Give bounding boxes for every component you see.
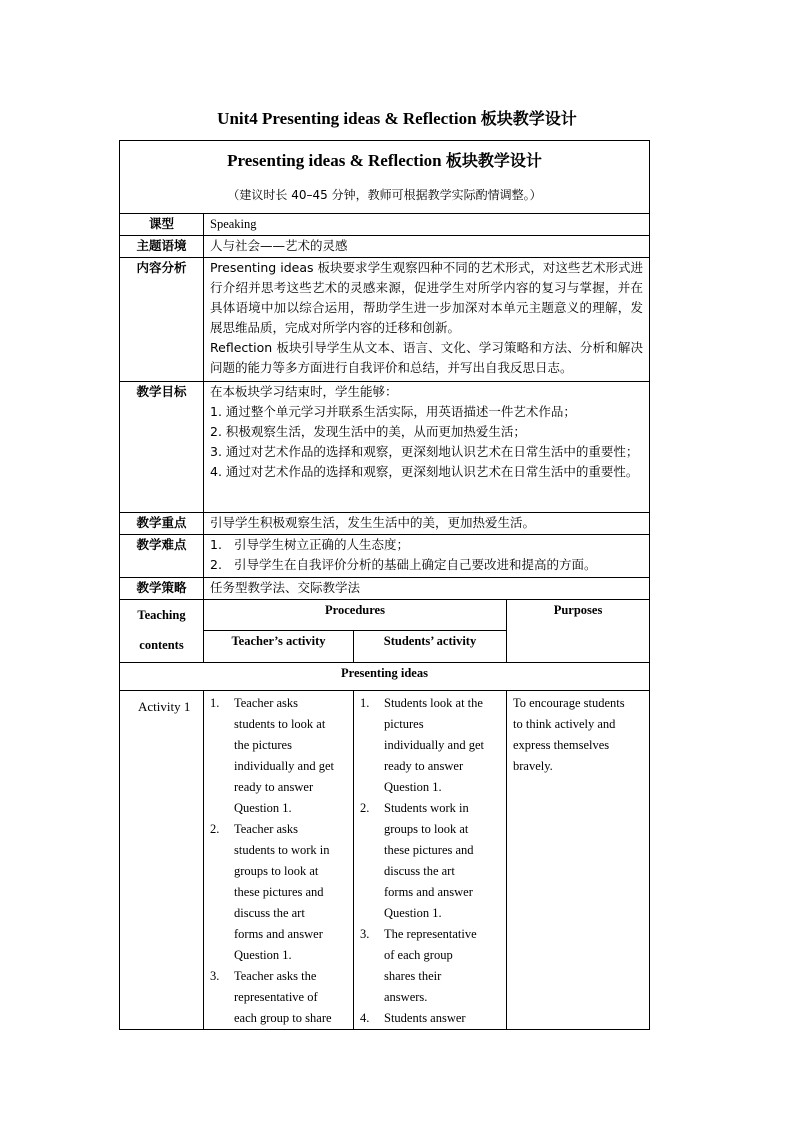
- purpose-text: [513, 693, 643, 777]
- teacher-step-text: [234, 693, 347, 819]
- teacher-steps-list: [210, 693, 347, 1029]
- table-header-row: [120, 141, 650, 214]
- text-line: students to look at: [234, 717, 326, 731]
- table-header-cell: [120, 141, 650, 214]
- table-title: [126, 141, 643, 171]
- text-line: Students answer: [384, 1011, 466, 1025]
- table-row: [120, 382, 650, 513]
- text-line: ready to answer: [384, 759, 464, 773]
- list-item: [210, 693, 347, 819]
- content-analysis-label: 内容分析: [120, 258, 204, 382]
- course-type-label: 课型: [120, 214, 204, 236]
- objectives-intro: 在本板块学习结束时，学生能够：: [210, 384, 398, 399]
- list-item: [360, 798, 500, 924]
- text-line: each group to share: [234, 1011, 332, 1025]
- text-line: Teacher asks: [234, 696, 299, 710]
- student-step-text: [384, 924, 500, 1008]
- list-item: [360, 924, 500, 1008]
- list-item: [210, 819, 347, 966]
- students-activity-cell: [354, 691, 507, 1030]
- list-item: 4. 通过对艺术作品的选择和观察，更深刻地认识艺术在日常生活中的重要性。: [210, 464, 639, 479]
- table-title-cn: 板块教学设计: [445, 151, 542, 170]
- purpose-cell: [507, 691, 650, 1030]
- list-item: 2. 引导学生在自我评价分析的基础上确定自己要改进和提高的方面。: [210, 557, 597, 572]
- text-line: of each group: [384, 948, 453, 962]
- list-item: 3. 通过对艺术作品的选择和观察，更深刻地认识艺术在日常生活中的重要性；: [210, 444, 639, 459]
- procedures-header: Procedures: [204, 600, 507, 631]
- text-line: bravely.: [513, 759, 553, 773]
- list-item: 1. 引导学生树立正确的人生态度；: [210, 537, 410, 552]
- table-title-en: Presenting ideas & Reflection: [227, 151, 442, 170]
- list-item: [210, 966, 347, 1029]
- student-step-number: 4.: [360, 1011, 370, 1025]
- presenting-ideas-label: Presenting ideas: [120, 663, 650, 691]
- text-line: to think actively and: [513, 717, 616, 731]
- strategies-value: 任务型教学法、交际教学法: [204, 578, 650, 600]
- key-points-value: 引导学生积极观察生活，发生生活中的美，更加热爱生活。: [204, 513, 650, 535]
- document-title-cn: 板块教学设计: [480, 109, 577, 128]
- text-line: answers.: [384, 990, 428, 1004]
- table-row: [120, 513, 650, 535]
- text-line: express themselves: [513, 738, 610, 752]
- theme-label: 主题语境: [120, 236, 204, 258]
- student-step-number: 1.: [360, 696, 370, 710]
- text-line: individually and get: [234, 759, 334, 773]
- teacher-activity-header: Teacher’s activity: [204, 631, 354, 663]
- objectives-label: 教学目标: [120, 382, 204, 513]
- activity-label-cell: [120, 691, 204, 1030]
- teacher-step-number: 2.: [210, 822, 220, 836]
- student-step-number: 3.: [360, 927, 370, 941]
- list-item: [360, 1008, 500, 1029]
- text-line: students to work in: [234, 843, 330, 857]
- content-analysis-paragraph-1: Presenting ideas 板块要求学生观察四种不同的艺术形式，对这些艺术形式进行介绍并思考这些艺术的灵感来源，促进学生对所学内容的复习与掌握，并在具体语境中加以综合运用，帮助学生进一步加深对本单元主题意义的理解，发展思维品质，完成对所学内容的迁移和创新。: [210, 260, 644, 335]
- teacher-activity-cell: [204, 691, 354, 1030]
- table-row: [120, 258, 650, 382]
- teaching-contents-header: Teaching contents: [120, 600, 204, 663]
- list-item: [360, 693, 500, 798]
- student-step-text: [384, 798, 500, 924]
- text-line: To encourage students: [513, 696, 625, 710]
- students-activity-header: Students’ activity: [354, 631, 507, 663]
- content-analysis-paragraph-2: Reflection 板块引导学生从文本、语言、文化、学习策略和方法、分析和解决问题的能力等多方面进行自我评价和总结，并写出自我反思日志。: [210, 340, 644, 375]
- duration-note: （建议时长 40–45 分钟，教师可根据教学实际酌情调整。）: [227, 188, 542, 202]
- teacher-step-text: [234, 966, 347, 1029]
- text-line: these pictures and: [234, 885, 324, 899]
- text-line: groups to look at: [234, 864, 319, 878]
- text-line: discuss the art: [234, 906, 305, 920]
- table-row: [120, 214, 650, 236]
- student-step-number: 2.: [360, 801, 370, 815]
- text-line: Question 1.: [384, 906, 442, 920]
- text-line: these pictures and: [384, 843, 474, 857]
- text-line: individually and get: [384, 738, 484, 752]
- text-line: the pictures: [234, 738, 292, 752]
- list-item: 2. 积极观察生活，发现生活中的美，从而更加热爱生活；: [210, 424, 526, 439]
- objectives-cell: [204, 382, 650, 513]
- difficulties-cell: [204, 535, 650, 578]
- student-steps-list: [360, 693, 500, 1029]
- text-line: Students work in: [384, 801, 469, 815]
- table-row: [120, 535, 650, 578]
- strategies-label: 教学策略: [120, 578, 204, 600]
- activity-1-label: Activity 1: [138, 699, 191, 714]
- text-line: Teacher asks: [234, 822, 299, 836]
- text-line: forms and answer: [234, 927, 323, 941]
- section-row: [120, 663, 650, 691]
- text-line: Students look at the: [384, 696, 483, 710]
- teacher-step-number: 3.: [210, 969, 220, 983]
- purposes-header: Purposes: [507, 600, 650, 663]
- document-title-en: Unit4 Presenting ideas & Reflection: [217, 109, 477, 128]
- content-analysis-cell: [204, 258, 650, 382]
- text-line: Question 1.: [234, 948, 292, 962]
- text-line: shares their: [384, 969, 442, 983]
- text-line: representative of: [234, 990, 318, 1004]
- text-line: Question 1.: [384, 780, 442, 794]
- text-line: discuss the art: [384, 864, 455, 878]
- text-line: pictures: [384, 717, 424, 731]
- student-step-text: [384, 1008, 500, 1029]
- lesson-plan-table: [119, 140, 650, 1030]
- activity-row: [120, 691, 650, 1030]
- text-line: Question 1.: [234, 801, 292, 815]
- document-title: [0, 106, 794, 129]
- list-item: 1. 通过整个单元学习并联系生活实际，用英语描述一件艺术作品；: [210, 404, 576, 419]
- theme-value: 人与社会——艺术的灵感: [204, 236, 650, 258]
- text-line: forms and answer: [384, 885, 473, 899]
- text-line: Teacher asks the: [234, 969, 317, 983]
- student-step-text: [384, 693, 500, 798]
- course-type-value: Speaking: [204, 214, 650, 236]
- text-line: ready to answer: [234, 780, 314, 794]
- procedure-header-row: [120, 600, 650, 631]
- text-line: groups to look at: [384, 822, 469, 836]
- teacher-step-text: [234, 819, 347, 966]
- difficulties-label: 教学难点: [120, 535, 204, 578]
- text-line: The representative: [384, 927, 477, 941]
- table-row: [120, 236, 650, 258]
- teacher-step-number: 1.: [210, 696, 220, 710]
- table-row: [120, 578, 650, 600]
- key-points-label: 教学重点: [120, 513, 204, 535]
